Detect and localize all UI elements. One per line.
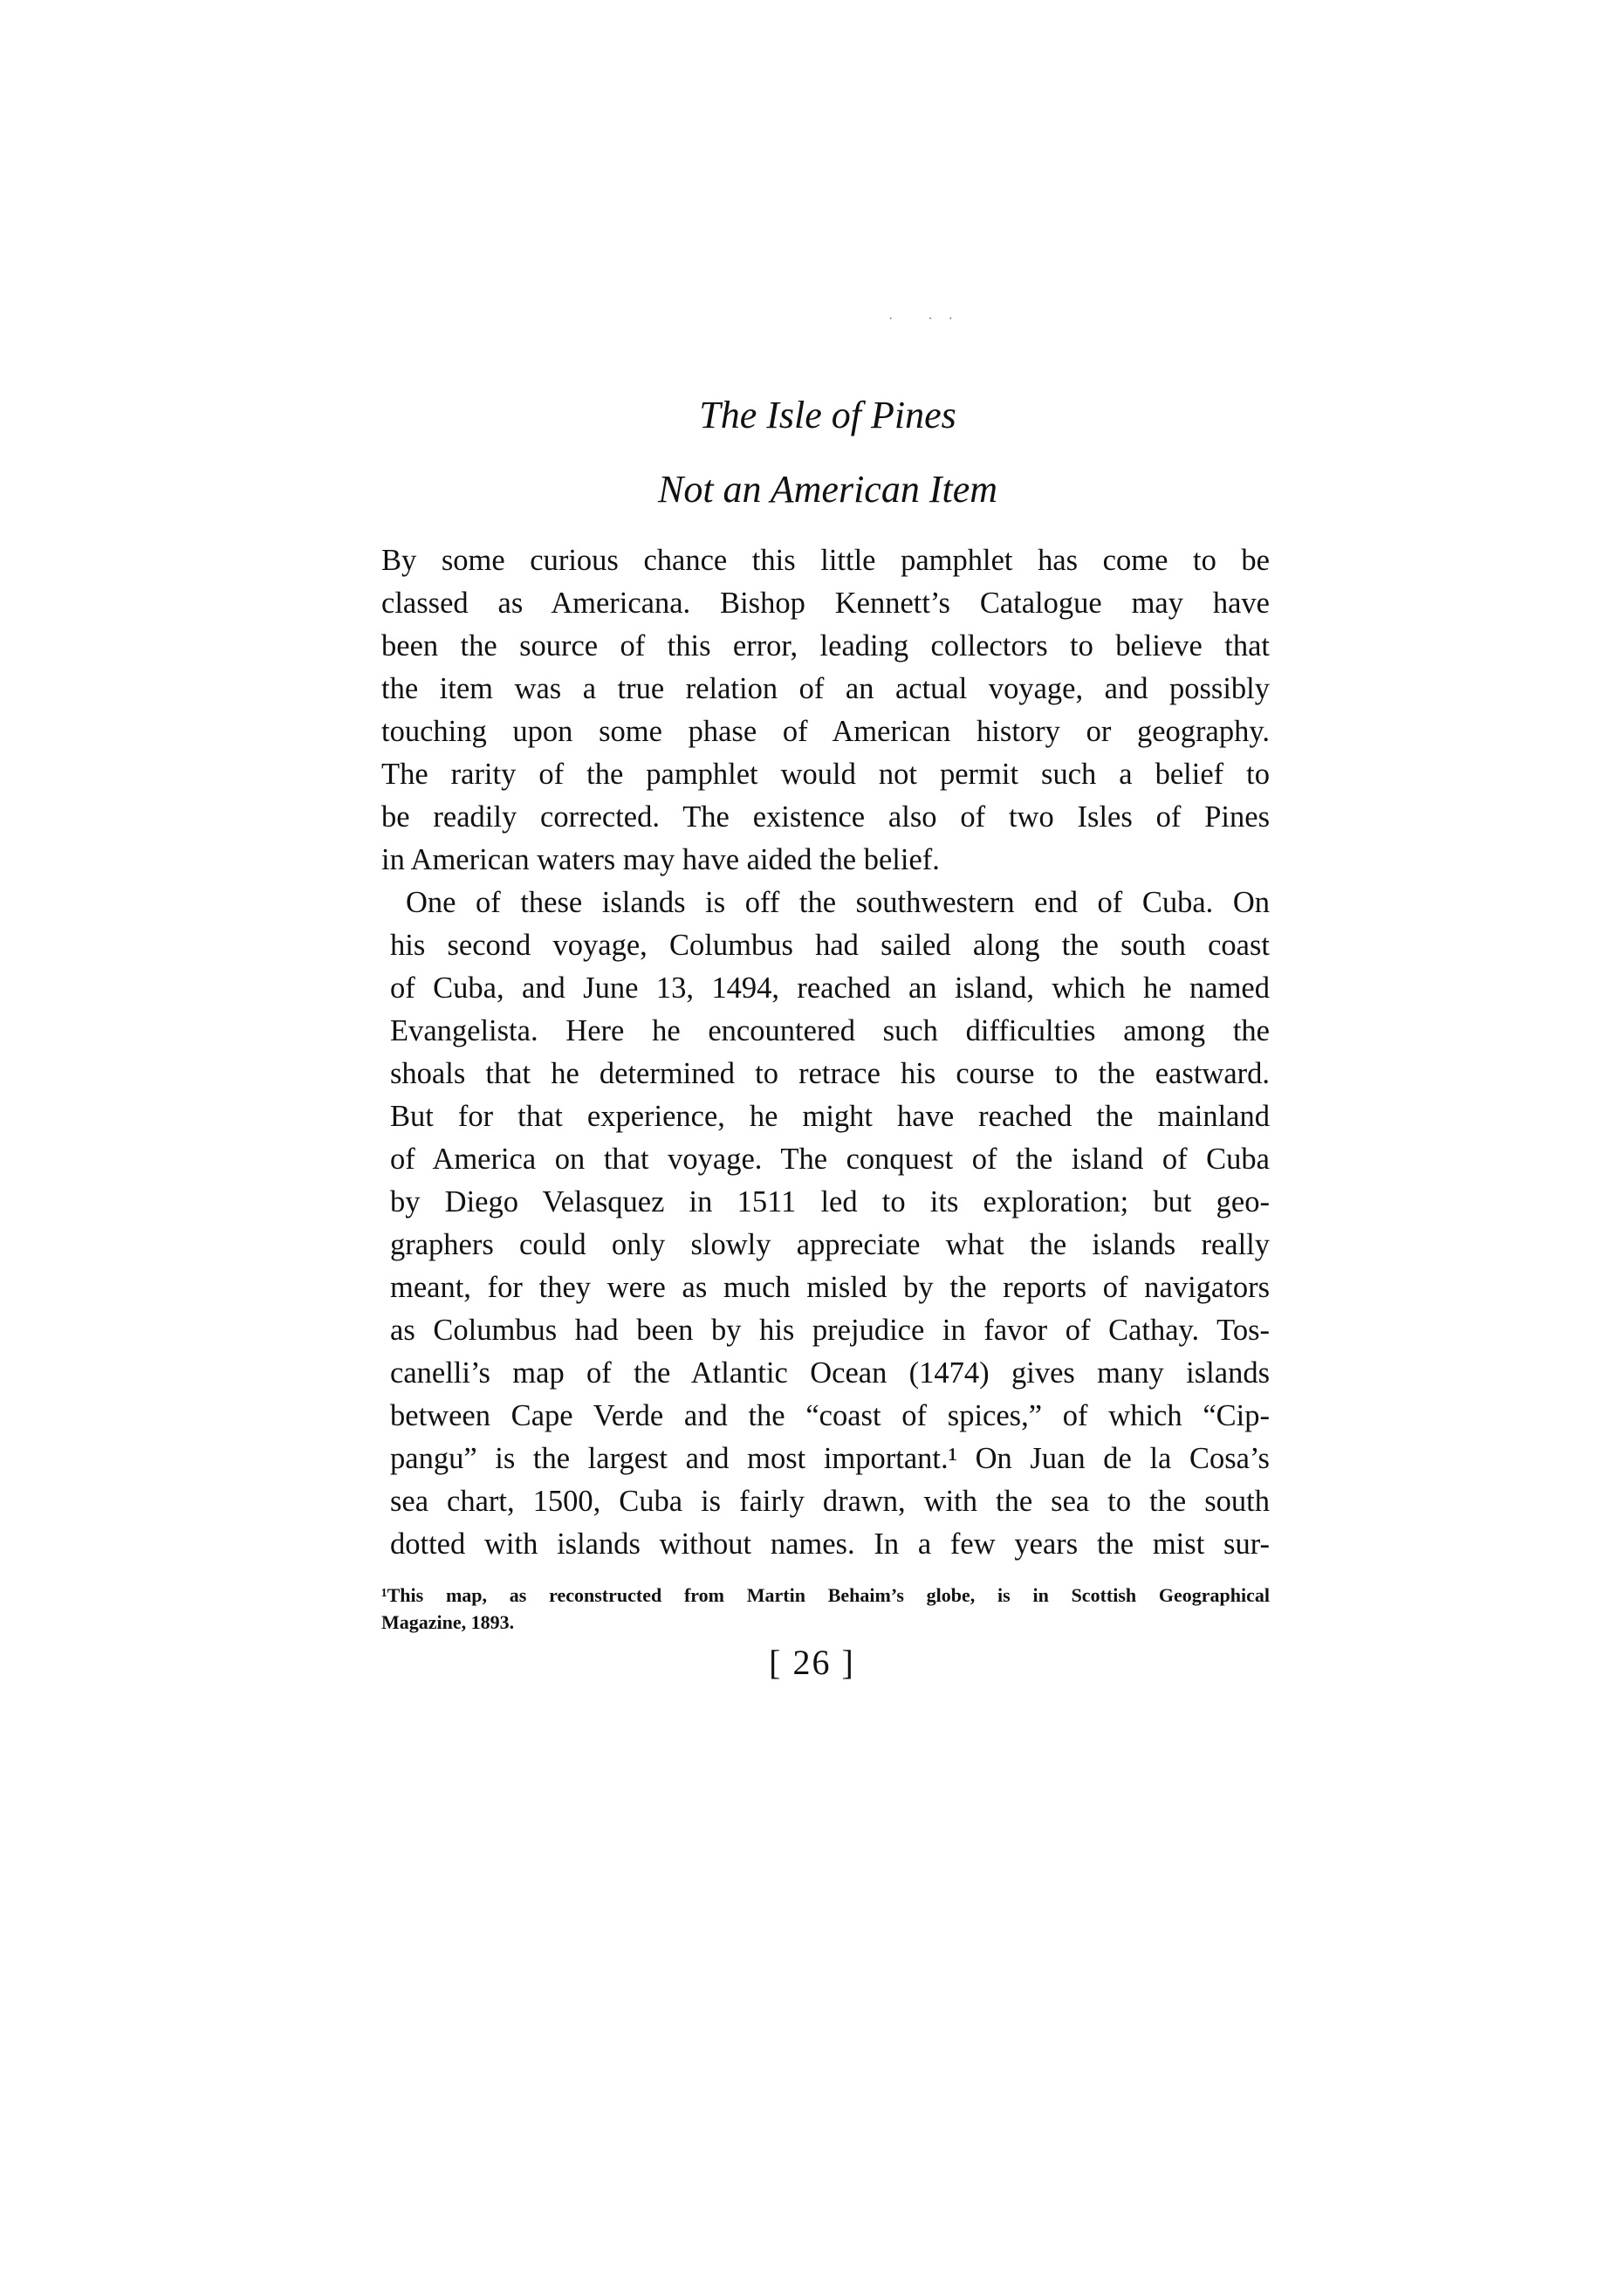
footnote-line: Magazine, 1893. [381,1611,515,1633]
text-line: be readily corrected. The existence also of two Isles of Pines [381,800,1270,834]
page-title: The Isle of Pines [699,394,956,436]
text-line: graphers could only slowly appreciate what the islands really [390,1228,1270,1261]
text-line: of America on that voyage. The conquest of the island of Cuba [390,1143,1270,1176]
text-line: By some curious chance this little pamphlet has come to be [381,544,1270,577]
text-line: Evangelista. Here he encountered such difficulties among the [390,1014,1270,1047]
paragraph-2 [381,882,1270,1566]
print-specks: · ·· [888,312,969,326]
text-line: of Cuba, and June 13, 1494, reached an island, which he named [390,971,1270,1005]
text-line: sea chart, 1500, Cuba is fairly drawn, with the sea to the south [390,1485,1270,1518]
text-line: One of these islands is off the southwestern end of Cuba. On [406,886,1270,919]
text-line: The rarity of the pamphlet would not permit such a belief to [381,758,1270,791]
body-text [381,539,1270,1566]
text-line: dotted with islands without names. In a few years the mist sur- [390,1527,1270,1561]
text-line: meant, for they were as much misled by the reports of navigators [390,1271,1270,1304]
footnote-line: ¹This map, as reconstructed from Martin Behaim’s globe, is in Scottish Geographical [381,1584,1270,1606]
page-number: [ 26 ] [769,1643,855,1682]
text-line: shoals that he determined to retrace his course to the eastward. [390,1057,1270,1090]
page-subtitle: Not an American Item [657,468,998,511]
text-line: been the source of this error, leading collectors to believe that [381,629,1270,662]
text-line: canelli’s map of the Atlantic Ocean (1474) gives many islands [390,1356,1270,1390]
text-line: But for that experience, he might have reached the mainland [390,1100,1270,1133]
text-line: by Diego Velasquez in 1511 led to its exploration; but geo- [390,1185,1270,1218]
footnote [381,1582,1270,1636]
text-line: as Columbus had been by his prejudice in favor of Cathay. Tos- [390,1314,1270,1347]
text-line: the item was a true relation of an actual voyage, and possibly [381,672,1270,705]
text-line: classed as Americana. Bishop Kennett’s Catalogue may have [381,587,1270,620]
text-line: between Cape Verde and the “coast of spices,” of which “Cip- [390,1399,1270,1432]
paragraph-1 [381,539,1270,882]
text-line: touching upon some phase of American history or geography. [381,715,1270,748]
text-line: his second voyage, Columbus had sailed along the south coast [390,929,1270,962]
text-line: pangu” is the largest and most important.¹ On Juan de la Cosa’s [390,1442,1270,1475]
text-line: in American waters may have aided the belief. [381,843,940,876]
